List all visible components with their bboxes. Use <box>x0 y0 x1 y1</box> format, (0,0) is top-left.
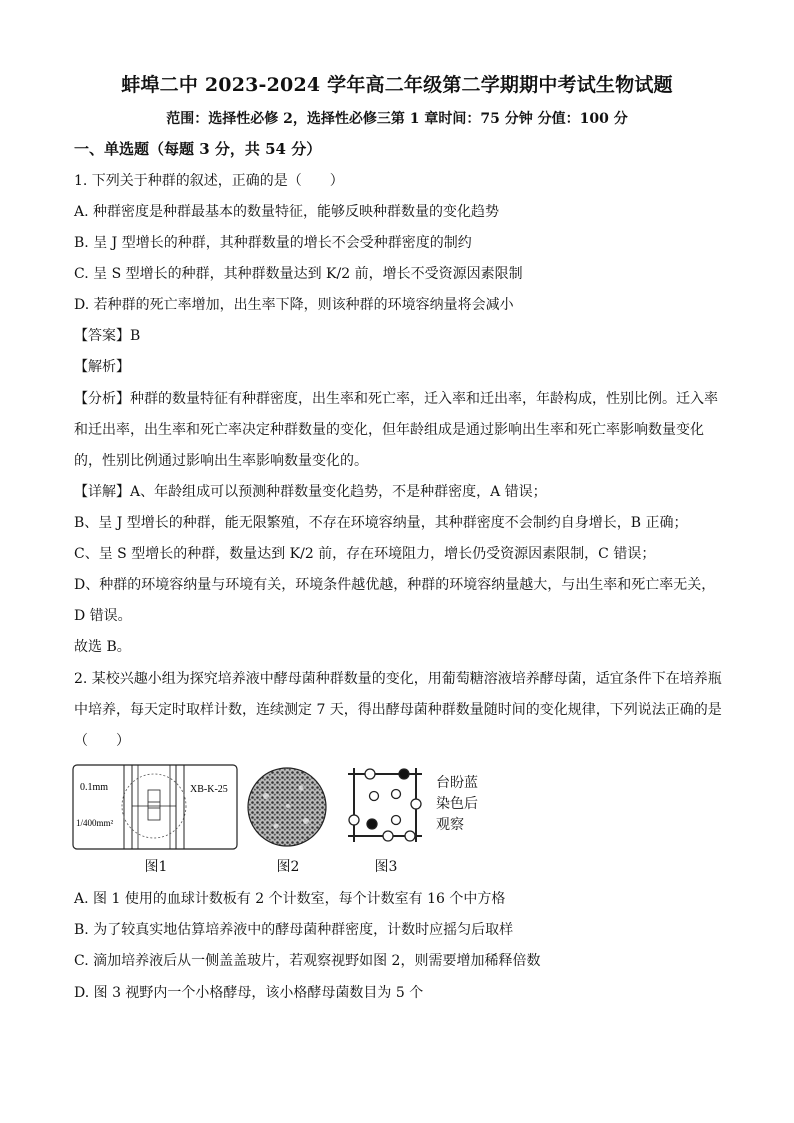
figure-1-hemocytometer <box>72 764 240 852</box>
q1-detail-line: D、种群的环境容纳量与环境有关，环境条件越优越，种群的环境容纳量越大，与出生率和死亡率无关， <box>74 577 716 593</box>
q1-option-a: A. 种群密度是种群最基本的数量特征，能够反映种群数量的变化趋势 <box>74 204 500 220</box>
page-subtitle: 范围：选择性必修 2，选择性必修三第 1 章时间：75 分钟 分值：100 分 <box>166 111 628 127</box>
figure-3-note: 染色后 <box>436 796 478 812</box>
figure-3-note: 台盼蓝 <box>436 775 478 791</box>
figure-3-grid-cells <box>344 764 426 848</box>
page-title: 蚌埠二中 2023-2024 学年高二年级第二学期期中考试生物试题 <box>121 74 673 96</box>
fig1-label-top: 0.1mm <box>80 782 109 793</box>
q1-option-b: B. 呈 J 型增长的种群，其种群数量的增长不会受种群密度的制约 <box>74 235 472 251</box>
figure-3-note: 观察 <box>436 817 464 833</box>
section-heading: 一、单选题（每题 3 分，共 54 分） <box>74 140 322 158</box>
q2-stem: 2. 某校兴趣小组为探究培养液中酵母菌种群数量的变化，用葡萄糖溶液培养酵母菌，适宜条件下在培养瓶 <box>74 671 722 687</box>
q1-stem: 1. 下列关于种群的叙述，正确的是（ ） <box>74 173 344 189</box>
q1-detail-line: B、呈 J 型增长的种群，能无限繁殖，不存在环境容纳量，其种群密度不会制约自身增长，B 正确； <box>74 515 688 531</box>
q1-conclusion: 故选 B。 <box>74 639 131 655</box>
q1-analysis-head: 【解析】 <box>74 359 130 375</box>
q1-detail-line: C、呈 S 型增长的种群，数量达到 K/2 前，存在环境阻力，增长仍受资源因素限制，C 错误； <box>74 546 656 562</box>
q1-analysis-line: 的，性别比例通过影响出生率影响数量变化的。 <box>74 453 368 469</box>
q2-option-b: B. 为了较真实地估算培养液中的酵母菌种群密度，计数时应摇匀后取样 <box>74 922 514 938</box>
q1-analysis-line: 和迁出率，出生率和死亡率决定种群数量的变化，但年龄组成是通过影响出生率和死亡率影响数量变化 <box>74 422 704 438</box>
q1-detail-line: 【详解】A、年龄组成可以预测种群数量变化趋势，不是种群密度，A 错误； <box>74 484 547 500</box>
fig1-code: XB-K-25 <box>190 784 228 795</box>
q2-option-a: A. 图 1 使用的血球计数板有 2 个计数室，每个计数室有 16 个中方格 <box>74 891 506 907</box>
figure-2-caption: 图2 <box>276 859 300 875</box>
q1-option-c: C. 呈 S 型增长的种群，其种群数量达到 K/2 前，增长不受资源因素限制 <box>74 266 523 282</box>
fig1-label-bottom: 1/400mm² <box>76 818 114 828</box>
figure-2-microscope-view <box>246 766 328 848</box>
q2-option-d: D. 图 3 视野内一个小格酵母，该小格酵母菌数目为 5 个 <box>74 985 424 1001</box>
q1-detail-line: D 错误。 <box>74 608 132 624</box>
q2-option-c: C. 滴加培养液后从一侧盖盖玻片，若观察视野如图 2，则需要增加稀释倍数 <box>74 953 541 969</box>
figure-1-caption: 图1 <box>144 859 168 875</box>
q1-analysis-line: 【分析】种群的数量特征有种群密度，出生率和死亡率，迁入率和迁出率，年龄构成，性别比例。迁入率 <box>74 391 718 407</box>
q1-option-d: D. 若种群的死亡率增加，出生率下降，则该种群的环境容纳量将会减小 <box>74 297 514 313</box>
q1-answer: 【答案】B <box>74 328 141 344</box>
figure-3-caption: 图3 <box>374 859 398 875</box>
q2-stem: 中培养，每天定时取样计数，连续测定 7 天，得出酵母菌种群数量随时间的变化规律，下列说法正确的是 <box>74 702 722 718</box>
q2-stem: （ ） <box>74 733 130 749</box>
